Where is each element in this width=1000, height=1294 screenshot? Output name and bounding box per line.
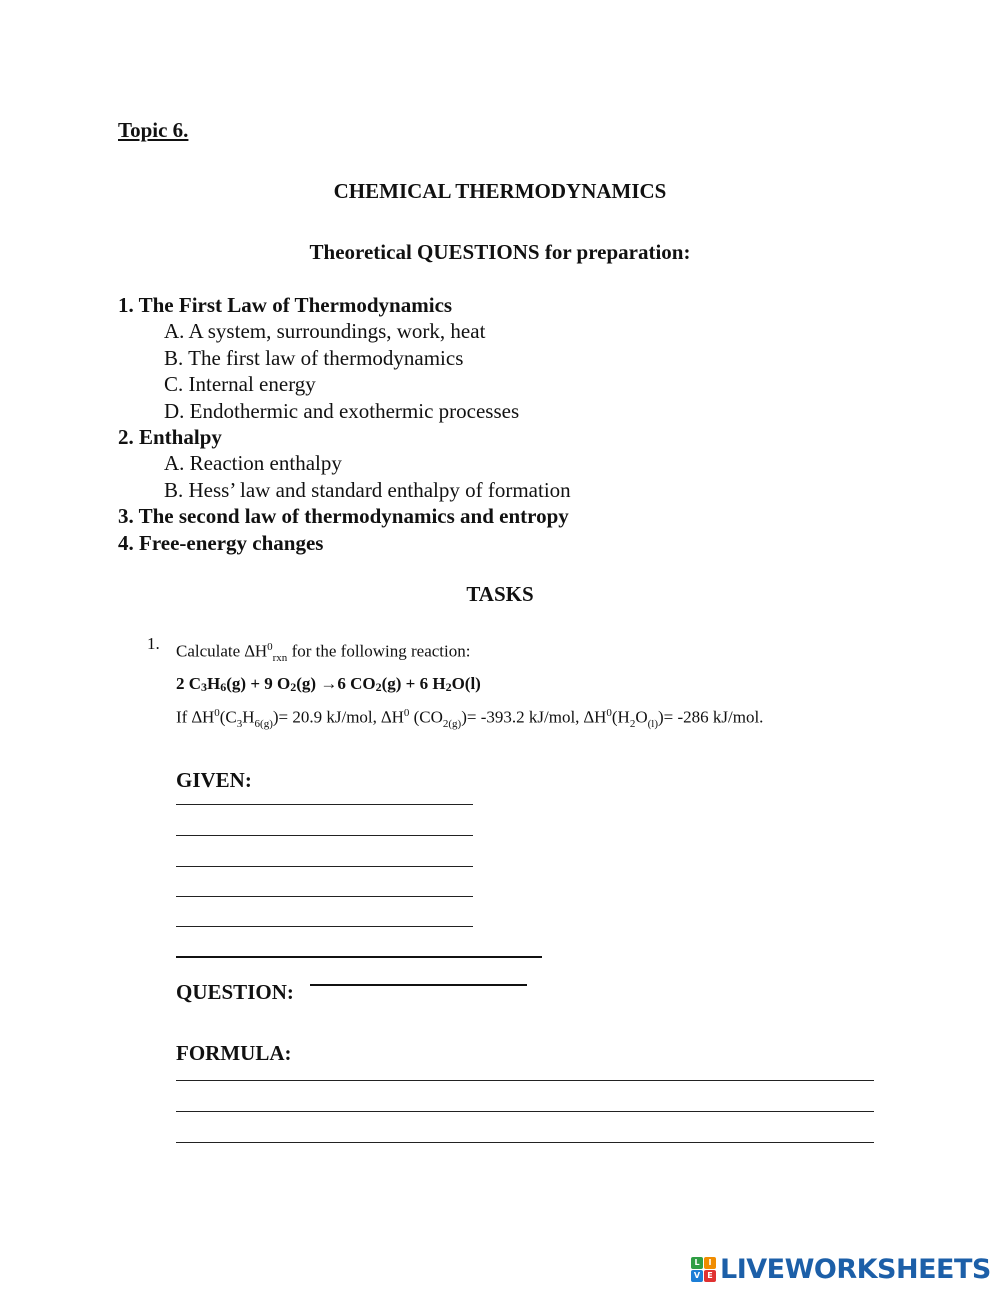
given-label: GIVEN: bbox=[176, 768, 252, 792]
outline-section: 3. The second law of thermodynamics and entropy bbox=[118, 504, 569, 529]
document-title: CHEMICAL THERMODYNAMICS bbox=[333, 179, 667, 203]
given-values: If $\Delta H^0(C_3H_{6(g)})= 20.9$ kJ/mol, $\Delta H^0$ $(CO_{2(g)})= -393.2$ kJ/mol, $\Delta H^0(H_2O_{(l)})= -286$ kJ/mol. bbox=[176, 707, 764, 731]
outline-subitem: A. A system, surroundings, work, heat bbox=[164, 319, 486, 344]
reaction-equation: 2 C3H6(g) + 9 O2(g) →6 CO2(g) + 6 H2O(l) bbox=[176, 674, 481, 695]
outline-subitem: C. Internal energy bbox=[164, 372, 316, 397]
formula-label: FORMULA: bbox=[176, 1041, 292, 1065]
theory-outline bbox=[118, 292, 571, 556]
liveworksheets-logo-icon bbox=[691, 1257, 716, 1282]
outline-subitem: D. Endothermic and exothermic processes bbox=[164, 398, 520, 423]
tasks-heading: TASKS bbox=[466, 582, 534, 606]
liveworksheets-logo bbox=[691, 1254, 991, 1285]
outline-subitem: B. Hess’ law and standard enthalpy of formation bbox=[164, 477, 571, 502]
outline-section: 1. The First Law of Thermodynamics bbox=[118, 293, 453, 317]
given-answer-line-6[interactable] bbox=[176, 956, 542, 958]
questions-subtitle: Theoretical QUESTIONS for preparation: bbox=[309, 240, 691, 264]
given-answer-line-4[interactable] bbox=[176, 896, 473, 897]
formula-answer-line-2[interactable] bbox=[176, 1111, 874, 1112]
outline-subitem: B. The first law of thermodynamics bbox=[164, 345, 464, 370]
given-answer-line-3[interactable] bbox=[176, 866, 473, 867]
liveworksheets-logo-text: LIVEWORKSHEETS bbox=[720, 1254, 991, 1285]
outline-section: 2. Enthalpy bbox=[118, 425, 222, 450]
task-number: 1. bbox=[147, 634, 160, 653]
question-answer-line[interactable] bbox=[310, 984, 527, 986]
task-1 bbox=[176, 634, 763, 737]
formula-answer-line-1[interactable] bbox=[176, 1080, 874, 1081]
task-instruction: Calculate $\Delta H^0_{rxn}$ for the following reaction: bbox=[176, 641, 471, 665]
outline-subitem: A. Reaction enthalpy bbox=[164, 451, 342, 476]
question-label: QUESTION: bbox=[176, 980, 294, 1004]
given-answer-line-5[interactable] bbox=[176, 926, 473, 927]
given-answer-line-1[interactable] bbox=[176, 804, 473, 805]
logo-letter-l: L bbox=[691, 1257, 703, 1269]
topic-label: Topic 6. bbox=[118, 118, 189, 142]
logo-letter-i: I bbox=[704, 1257, 716, 1269]
given-answer-line-2[interactable] bbox=[176, 835, 473, 836]
formula-answer-line-3[interactable] bbox=[176, 1142, 874, 1143]
logo-letter-e: E bbox=[704, 1270, 716, 1282]
logo-letter-v: V bbox=[691, 1270, 703, 1282]
outline-section: 4. Free-energy changes bbox=[118, 530, 324, 555]
